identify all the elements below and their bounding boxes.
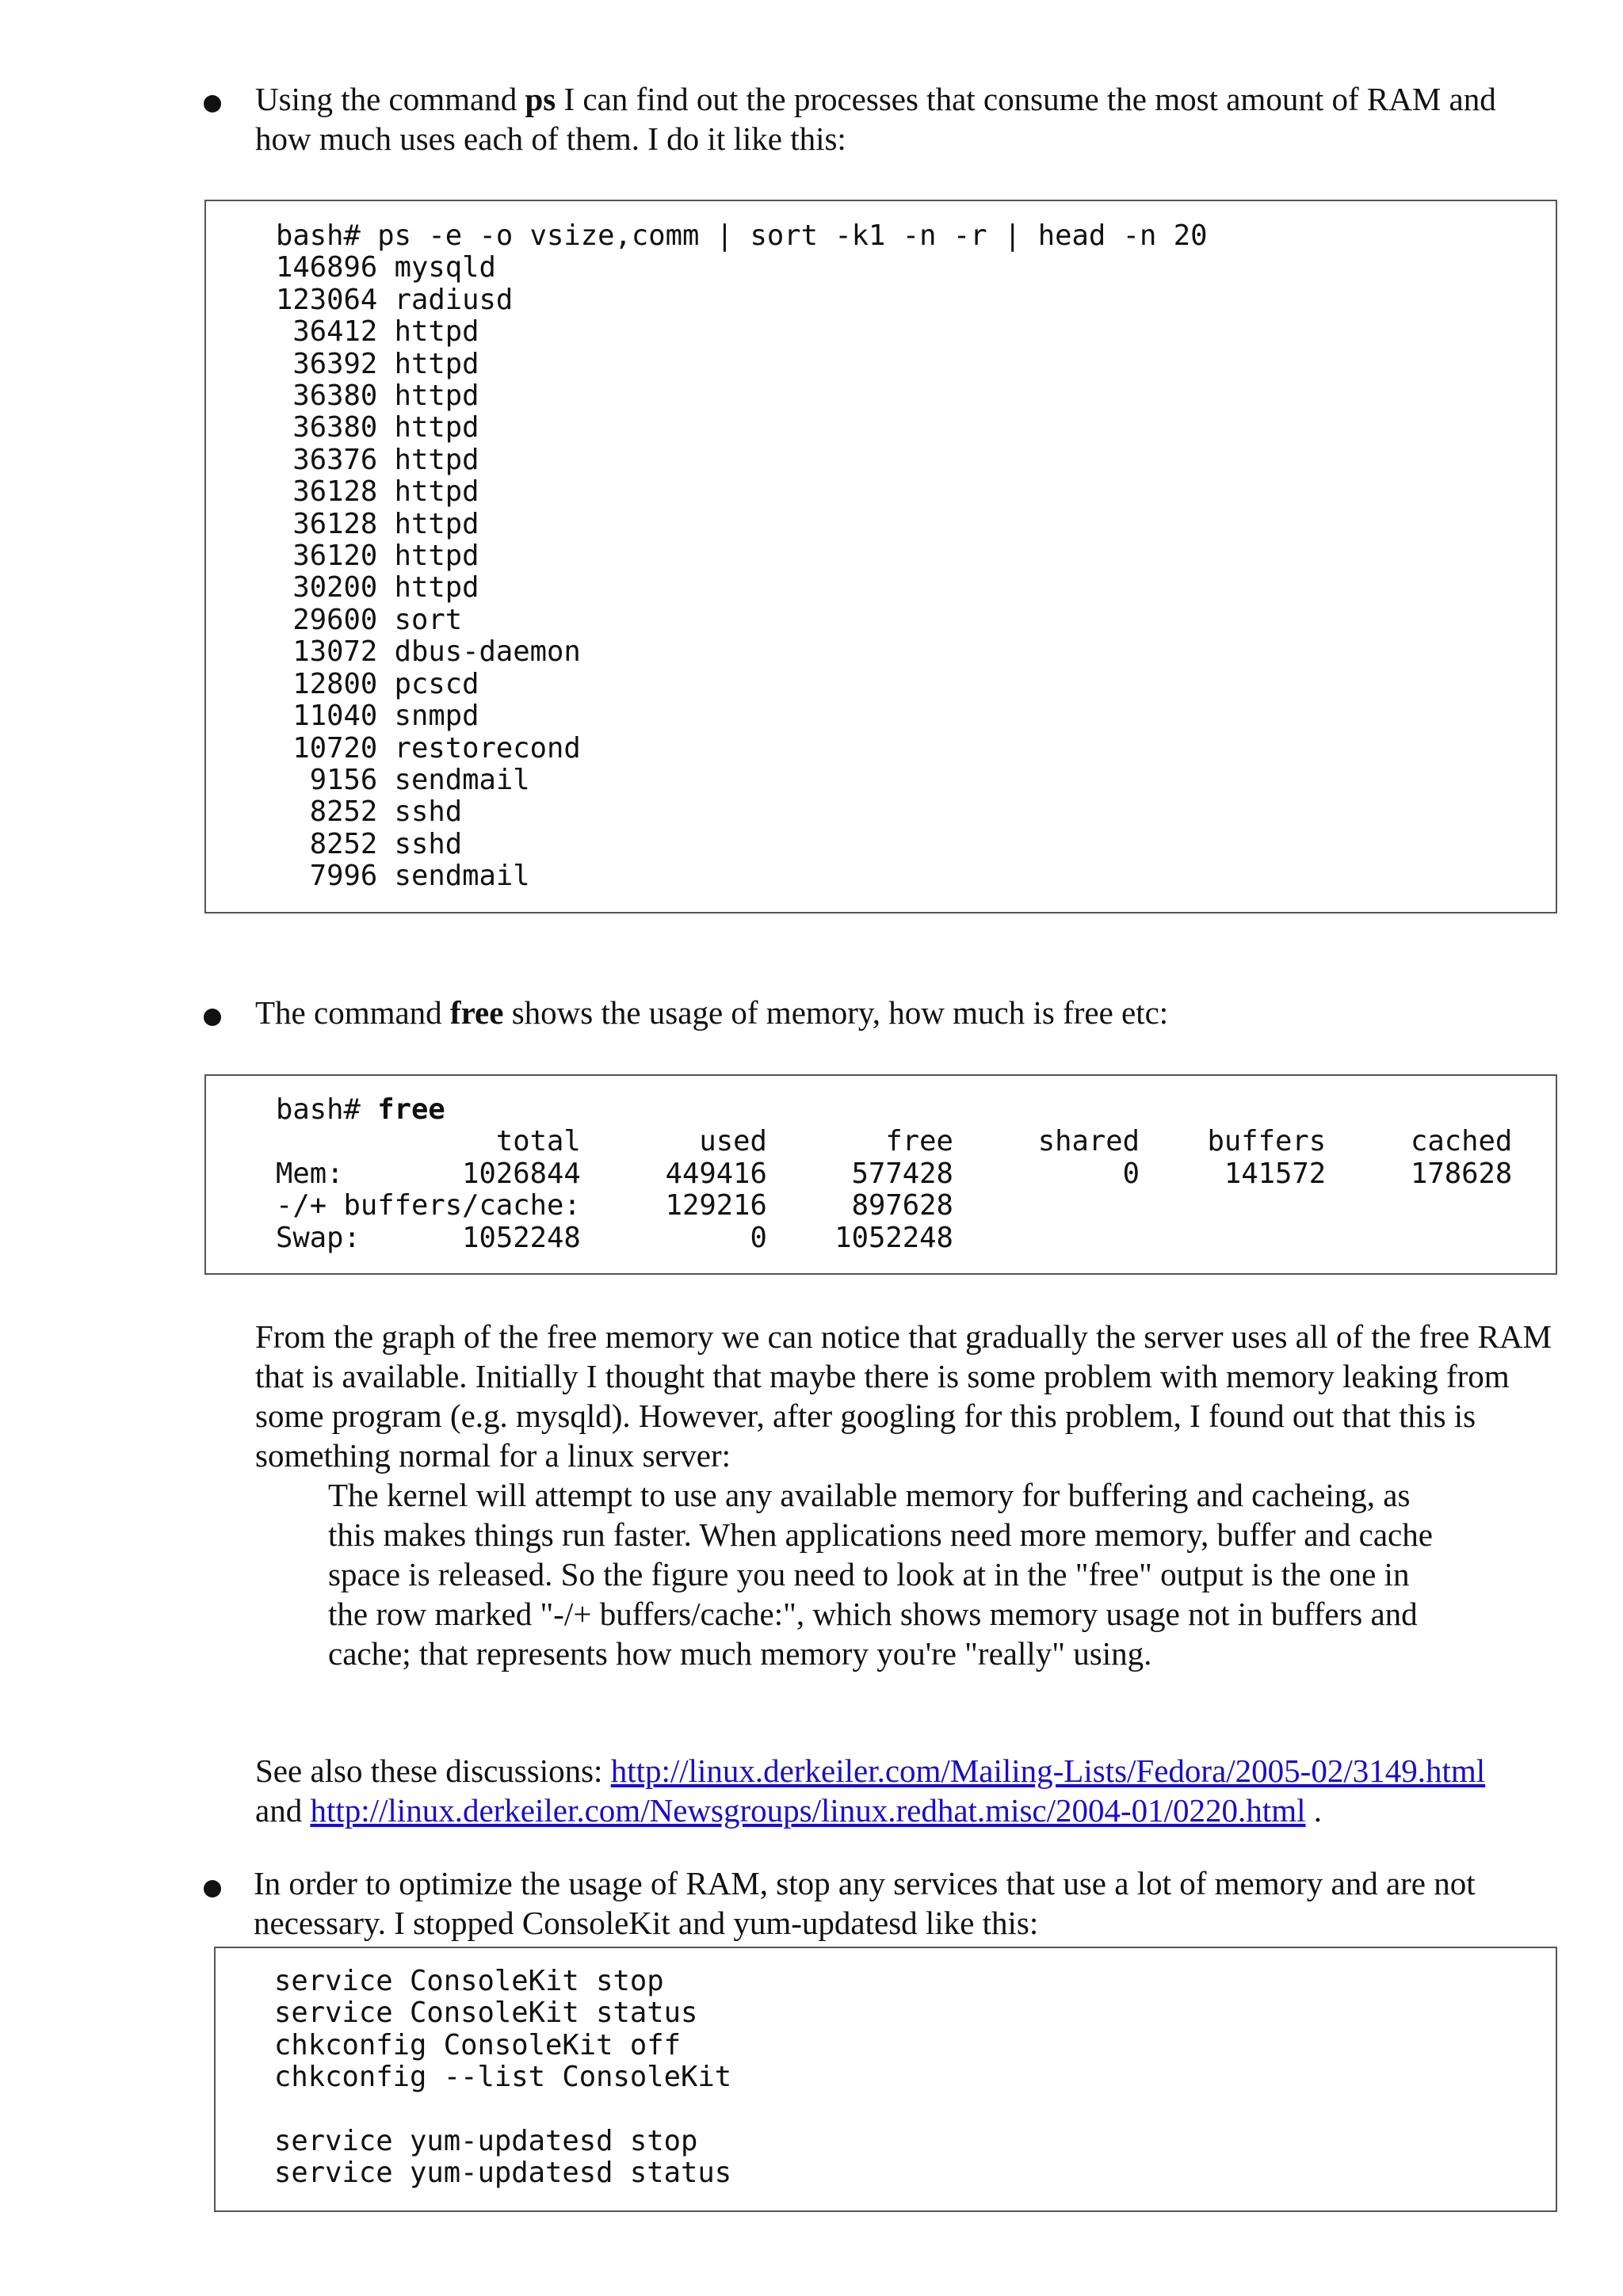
ps-prompt: bash# [276, 219, 378, 252]
see-also-prefix: See also these discussions: [255, 1753, 611, 1789]
ps-output-line: 36380 httpd [276, 379, 479, 413]
ps-intro-text-after: I can find out the processes that consume the most amount of RAM and how much uses each of them. I do it like this: [255, 81, 1496, 157]
free-command-line [276, 1094, 1512, 1126]
ps-command-name: ps [525, 81, 556, 117]
ps-output-line: 10720 restorecond [276, 731, 581, 765]
ps-output-line: 36380 httpd [276, 411, 479, 444]
services-code-line: chkconfig --list ConsoleKit [274, 2061, 732, 2094]
fedora-discussion-link[interactable]: http://linux.derkeiler.com/Mailing-Lists/Fedora/2005-02/3149.html [610, 1753, 1486, 1789]
free-command-name: free [449, 994, 504, 1031]
ps-output-line: 36376 httpd [276, 443, 479, 476]
ps-output-line: 36120 httpd [276, 540, 479, 573]
ps-output-line: 8252 sshd [276, 795, 463, 829]
ps-output-line: 146896 mysqld [276, 251, 496, 284]
ps-output-line: 8252 sshd [276, 827, 463, 860]
ps-output-line: 36128 httpd [276, 507, 479, 540]
free-output-line: -/+ buffers/cache: 129216 897628 [276, 1189, 953, 1222]
ps-output-line: 29600 sort [276, 603, 463, 636]
bullet-services [204, 1880, 221, 1897]
services-code-block [274, 1966, 731, 2190]
ps-output-line: 123064 radiusd [276, 283, 514, 316]
free-prompt: bash# [276, 1093, 378, 1126]
ps-code-block [276, 220, 1208, 893]
ps-output-line: 36128 httpd [276, 475, 479, 509]
free-intro-paragraph [255, 993, 1555, 1032]
services-code-line: service yum-updatesd stop [274, 2125, 698, 2158]
and-text: and [255, 1792, 311, 1829]
free-output-line: total used free shared buffers cached [276, 1125, 1513, 1158]
ps-output-line: 7996 sendmail [276, 860, 530, 893]
services-code-line [274, 2094, 731, 2126]
ps-intro-text-before: Using the command [255, 81, 525, 117]
bullet-free [204, 1009, 221, 1026]
free-output-line: Swap: 1052248 0 1052248 [276, 1221, 953, 1254]
ps-output-line: 36412 httpd [276, 315, 479, 349]
ps-output-line: 9156 sendmail [276, 763, 530, 796]
free-code-block [276, 1094, 1512, 1254]
kernel-quote: The kernel will attempt to use any available memory for buffering and cacheing, as this makes things run faster. When applications need more memory, buffer and cache space is released. So the figure you need to look at in the "free" output is the one in the row marked "-/+ buffers/cache:", which shows memory usage not in buffers and cache; that represents how much memory you're "really" using. [328, 1477, 1433, 1672]
redhat-discussion-link[interactable]: http://linux.derkeiler.com/Newsgroups/linux.redhat.misc/2004-01/0220.html [310, 1792, 1306, 1829]
services-code-line: chkconfig ConsoleKit off [274, 2028, 681, 2061]
services-intro-paragraph: In order to optimize the usage of RAM, stop any services that use a lot of memory and are not necessary. I stopped ConsoleKit and yum-updatesd like this: [254, 1865, 1476, 1941]
ps-output-line: 11040 snmpd [276, 700, 479, 733]
services-code-line: service ConsoleKit status [274, 1997, 698, 2030]
see-also-paragraph [255, 1751, 1555, 1830]
free-intro-text-before: The command [255, 994, 450, 1031]
services-code-line: service ConsoleKit stop [274, 1965, 664, 1997]
free-output-line: Mem: 1026844 449416 577428 0 141572 178628 [276, 1157, 1513, 1190]
bullet-ps [204, 95, 221, 113]
ps-output-line: 30200 httpd [276, 571, 479, 605]
ps-command-text: ps -e -o vsize,comm | sort -k1 -n -r | head -n 20 [377, 219, 1208, 252]
free-command-text: free [377, 1093, 445, 1126]
trailing-period: . [1305, 1792, 1322, 1829]
ps-output-line: 36392 httpd [276, 347, 479, 380]
free-intro-text-after: shows the usage of memory, how much is free etc: [503, 994, 1169, 1031]
ps-output-line: 12800 pcscd [276, 667, 479, 700]
ps-command-line [276, 220, 1208, 252]
ps-output-line: 13072 dbus-daemon [276, 635, 581, 669]
ps-intro-paragraph [255, 79, 1555, 158]
services-code-line: service yum-updatesd status [274, 2157, 732, 2190]
explanation-paragraph: From the graph of the free memory we can notice that gradually the server uses all of the free RAM that is available. Initially I thought that maybe there is some problem with memory leaking from some program (e.g. mysqld). However, after googling for this problem, I found out that this is something normal for a linux server: [255, 1318, 1552, 1474]
